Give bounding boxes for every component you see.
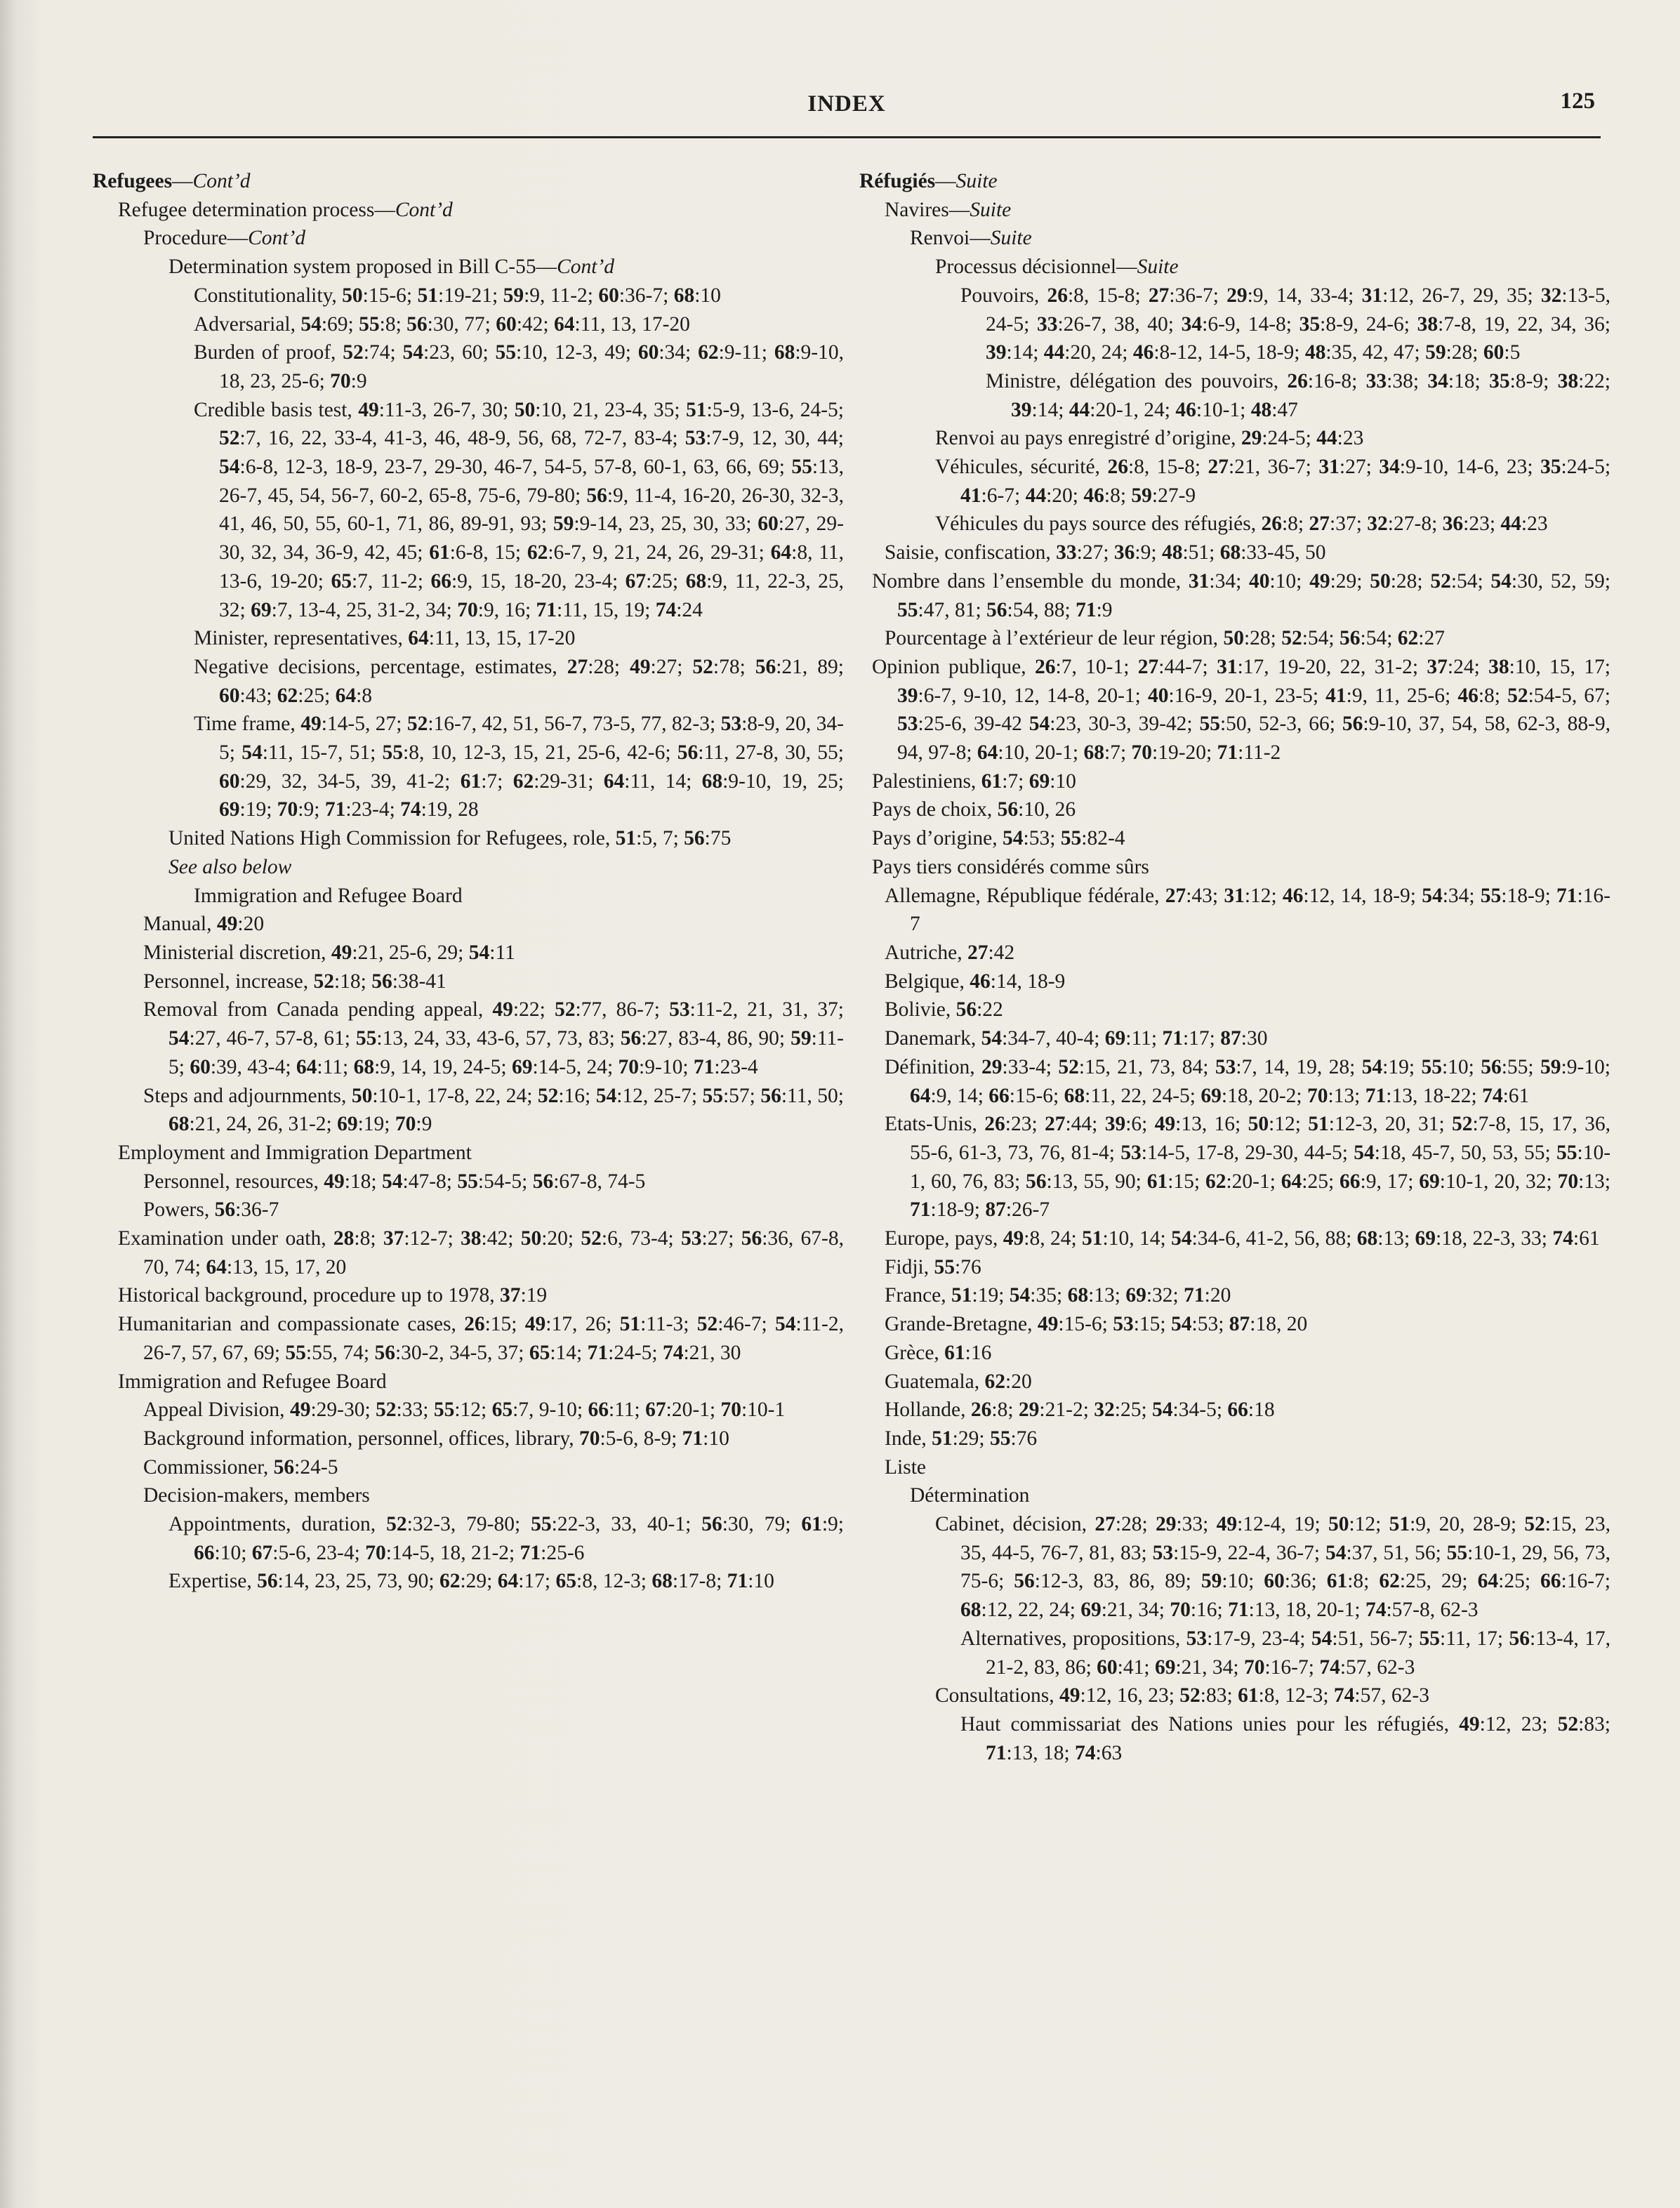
index-entry: Constitutionality, 50:15-6; 51:19-21; 59:9, 11-2; 60:36-7; 68:10	[194, 284, 721, 307]
index-entry: Determination system proposed in Bill C-55—Cont’d	[168, 256, 615, 279]
header-rule	[93, 136, 1601, 138]
index-entry: Powers, 56:36-7	[143, 1198, 279, 1222]
index-entry: Ministre, délégation des pouvoirs, 26:16-8; 33:38; 34:18; 35:8-9; 38:22; 39:14; 44:20-1, 24; 46:10-1; 48:47	[986, 369, 1610, 421]
index-entry: Consultations, 49:12, 16, 23; 52:83; 61:8, 12-3; 74:57, 62-3	[935, 1684, 1429, 1707]
index-entry: Expertise, 56:14, 23, 25, 73, 90; 62:29; 64:17; 65:8, 12-3; 68:17-8; 71:10	[168, 1570, 774, 1593]
index-entry: Procedure—Cont’d	[143, 227, 306, 250]
index-entry: Liste	[885, 1455, 926, 1479]
index-entry: Pays de choix, 56:10, 26	[872, 798, 1076, 821]
index-entry: Personnel, increase, 52:18; 56:38-41	[143, 970, 447, 993]
index-entry: Alternatives, propositions, 53:17-9, 23-4; 54:51, 56-7; 55:11, 17; 56:13-4, 17, 21-2, 83, 86; 60:41; 69:21, 34; 70:16-7; 74:57, 62-3	[960, 1627, 1610, 1679]
index-entry: Negative decisions, percentage, estimates, 27:28; 49:27; 52:78; 56:21, 89; 60:43; 62:25; 64:8	[194, 655, 844, 707]
index-entry: Haut commissariat des Nations unies pour les réfugiés, 49:12, 23; 52:83; 71:13, 18; 74:63	[960, 1712, 1610, 1764]
index-entry: Fidji, 55:76	[885, 1255, 981, 1278]
index-entry: Humanitarian and compassionate cases, 26:15; 49:17, 26; 51:11-3; 52:46-7; 54:11-2, 26-7, 57, 67, 69; 55:55, 74; 56:30-2, 34-5, 37; 65:14; 71:24-5; 74:21, 30	[118, 1313, 844, 1364]
index-entry: Allemagne, République fédérale, 27:43; 31:12; 46:12, 14, 18-9; 54:34; 55:18-9; 71:16-7	[885, 884, 1610, 936]
index-entry: United Nations High Commission for Refugees, role, 51:5, 7; 56:75	[168, 827, 732, 850]
index-entry: Renvoi—Suite	[910, 227, 1032, 250]
index-entry: Hollande, 26:8; 29:21-2; 32:25; 54:34-5; 66:18	[885, 1399, 1275, 1422]
index-entry: Immigration and Refugee Board	[118, 1370, 387, 1393]
index-entry: Pouvoirs, 26:8, 15-8; 27:36-7; 29:9, 14, 33-4; 31:12, 26-7, 29, 35; 32:13-5, 24-5; 33:26-7, 38, 40; 34:6-9, 14-8; 35:8-9, 24-6; 38:7-8, 19, 22, 34, 36; 39:14; 44:20, 24; 46:8-12, 14-5, 18-9; 48:35, 42, 47; 59:28; 60:5	[960, 284, 1611, 364]
index-column-left	[93, 167, 844, 1596]
index-column-right	[859, 167, 1610, 1767]
index-entry: Credible basis test, 49:11-3, 26-7, 30; 50:10, 21, 23-4, 35; 51:5-9, 13-6, 24-5; 52:7, 16, 22, 33-4, 41-3, 46, 48-9, 56, 68, 72-7, 83-4; 53:7-9, 12, 30, 44; 54:6-8, 12-3, 18-9, 23-7, 29-30, 46-7, 54-5, 57-8, 60-1, 63, 66, 69; 55:13, 26-7, 45, 54, 56-7, 60-2, 65-8, 75-6, 79-80; 56:9, 11-4, 16-20, 26-30, 32-3, 41, 46, 50, 55, 60-1, 71, 86, 89-91, 93; 59:9-14, 23, 25, 30, 33; 60:27, 29-30, 32, 34, 36-9, 42, 45; 61:6-8, 15; 62:6-7, 9, 21, 24, 26, 29-31; 64:8, 11, 13-6, 19-20; 65:7, 11-2; 66:9, 15, 18-20, 23-4; 67:25; 68:9, 11, 22-3, 25, 32; 69:7, 13-4, 25, 31-2, 34; 70:9, 16; 71:11, 15, 19; 74:24	[194, 398, 845, 621]
index-entry: Ministerial discretion, 49:21, 25-6, 29; 54:11	[143, 941, 515, 964]
page-header	[93, 86, 1601, 125]
index-entry: Guatemala, 62:20	[885, 1370, 1032, 1393]
index-entry: Bolivie, 56:22	[885, 998, 1003, 1022]
index-entry: Nombre dans l’ensemble du monde, 31:34; 40:10; 49:29; 50:28; 52:54; 54:30, 52, 59; 55:47, 81; 56:54, 88; 71:9	[872, 569, 1610, 621]
index-entry: Burden of proof, 52:74; 54:23, 60; 55:10, 12-3, 49; 60:34; 62:9-11; 68:9-10, 18, 23, 25-6; 70:9	[194, 341, 844, 392]
index-entry: Pourcentage à l’extérieur de leur région, 50:28; 52:54; 56:54; 62:27	[885, 627, 1445, 650]
index-entry: Immigration and Refugee Board	[194, 884, 463, 907]
index-entry: Véhicules, sécurité, 26:8, 15-8; 27:21, 36-7; 31:27; 34:9-10, 14-6, 23; 35:24-5; 41:6-7; 44:20; 46:8; 59:27-9	[935, 456, 1611, 507]
index-entry: Grèce, 61:16	[885, 1341, 992, 1364]
index-entry: Etats-Unis, 26:23; 27:44; 39:6; 49:13, 16; 50:12; 51:12-3, 20, 31; 52:7-8, 15, 17, 36, 55-6, 61-3, 73, 76, 81-4; 53:14-5, 17-8, 29-30, 44-5; 54:18, 45-7, 50, 53, 55; 55:10-1, 60, 76, 83; 56:13, 55, 90; 61:15; 62:20-1; 64:25; 66:9, 17; 69:10-1, 20, 32; 70:13; 71:18-9; 87:26-7	[885, 1113, 1611, 1222]
index-entry: Employment and Immigration Department	[118, 1141, 472, 1164]
index-entry: Danemark, 54:34-7, 40-4; 69:11; 71:17; 87:30	[885, 1027, 1268, 1050]
index-entry: Europe, pays, 49:8, 24; 51:10, 14; 54:34-6, 41-2, 56, 88; 68:13; 69:18, 22-3, 33; 74:61	[885, 1227, 1600, 1250]
index-entry: Définition, 29:33-4; 52:15, 21, 73, 84; 53:7, 14, 19, 28; 54:19; 55:10; 56:55; 59:9-10; 64:9, 14; 66:15-6; 68:11, 22, 24-5; 69:18, 20-2; 70:13; 71:13, 18-22; 74:61	[885, 1055, 1610, 1107]
index-entry: Inde, 51:29; 55:76	[885, 1427, 1038, 1450]
index-entry: Opinion publique, 26:7, 10-1; 27:44-7; 31:17, 19-20, 22, 31-2; 37:24; 38:10, 15, 17; 39:6-7, 9-10, 12, 14-8, 20-1; 40:16-9, 20-1, 23-5; 41:9, 11, 25-6; 46:8; 52:54-5, 67; 53:25-6, 39-42 54:23, 30-3, 39-42; 55:50, 52-3, 66; 56:9-10, 37, 54, 58, 62-3, 88-9, 94, 97-8; 64:10, 20-1; 68:7; 70:19-20; 71:11-2	[872, 655, 1611, 765]
index-entry: Réfugiés—Suite	[859, 170, 998, 192]
index-entry: Appointments, duration, 52:32-3, 79-80; 55:22-3, 33, 40-1; 56:30, 79; 61:9; 66:10; 67:5-6, 23-4; 70:14-5, 18, 21-2; 71:25-6	[168, 1513, 844, 1564]
index-entry: Appeal Division, 49:29-30; 52:33; 55:12; 65:7, 9-10; 66:11; 67:20-1; 70:10-1	[143, 1399, 786, 1422]
index-entry: Background information, personnel, offices, library, 70:5-6, 8-9; 71:10	[143, 1427, 729, 1450]
index-entry: Removal from Canada pending appeal, 49:22; 52:77, 86-7; 53:11-2, 21, 31, 37; 54:27, 46-7, 57-8, 61; 55:13, 24, 33, 43-6, 57, 73, 83; 56:27, 83-4, 86, 90; 59:11-5; 60:39, 43-4; 64:11; 68:9, 14, 19, 24-5; 69:14-5, 24; 70:9-10; 71:23-4	[143, 998, 845, 1078]
index-entry: Navires—Suite	[885, 198, 1012, 221]
index-entry: Adversarial, 54:69; 55:8; 56:30, 77; 60:42; 64:11, 13, 17-20	[194, 312, 690, 336]
index-entry: Autriche, 27:42	[885, 941, 1015, 964]
index-entry: Détermination	[910, 1484, 1030, 1507]
index-entry: Minister, representatives, 64:11, 13, 15, 17-20	[194, 627, 576, 650]
page-number: 125	[1560, 88, 1595, 114]
index-entry: Véhicules du pays source des réfugiés, 26:8; 27:37; 32:27-8; 36:23; 44:23	[935, 513, 1548, 536]
index-entry: Pays d’origine, 54:53; 55:82-4	[872, 827, 1125, 850]
index-entry: Grande-Bretagne, 49:15-6; 53:15; 54:53; 87:18, 20	[885, 1313, 1308, 1336]
index-entry: Commissioner, 56:24-5	[143, 1455, 338, 1479]
index-entry: See also below	[168, 855, 292, 878]
index-entry: France, 51:19; 54:35; 68:13; 69:32; 71:20	[885, 1284, 1231, 1307]
index-entry: Manual, 49:20	[143, 913, 265, 936]
running-title: INDEX	[807, 91, 886, 117]
index-entry: Personnel, resources, 49:18; 54:47-8; 55:54-5; 56:67-8, 74-5	[143, 1170, 646, 1193]
index-entry: Pays tiers considérés comme sûrs	[872, 855, 1149, 878]
index-entry: Decision-makers, members	[143, 1484, 370, 1507]
index-entry: Historical background, procedure up to 1978, 37:19	[118, 1284, 548, 1307]
index-entry: Examination under oath, 28:8; 37:12-7; 38:42; 50:20; 52:6, 73-4; 53:27; 56:36, 67-8, 70, 74; 64:13, 15, 17, 20	[118, 1227, 844, 1278]
index-entry: Cabinet, décision, 27:28; 29:33; 49:12-4, 19; 50:12; 51:9, 20, 28-9; 52:15, 23, 35, 44-5, 76-7, 81, 83; 53:15-9, 22-4, 36-7; 54:37, 51, 56; 55:10-1, 29, 56, 73, 75-6; 56:12-3, 83, 86, 89; 59:10; 60:36; 61:8; 62:25, 29; 64:25; 66:16-7; 68:12, 22, 24; 69:21, 34; 70:16; 71:13, 18, 20-1; 74:57-8, 62-3	[935, 1513, 1610, 1622]
index-entry: Belgique, 46:14, 18-9	[885, 970, 1066, 993]
index-entry: Steps and adjournments, 50:10-1, 17-8, 22, 24; 52:16; 54:12, 25-7; 55:57; 56:11, 50; 68:21, 24, 26, 31-2; 69:19; 70:9	[143, 1084, 844, 1136]
index-entry: Renvoi au pays enregistré d’origine, 29:24-5; 44:23	[935, 427, 1364, 450]
index-entry: Saisie, confiscation, 33:27; 36:9; 48:51; 68:33-45, 50	[885, 541, 1326, 564]
index-entry: Refugees—Cont’d	[93, 170, 251, 192]
index-entry: Processus décisionnel—Suite	[935, 256, 1179, 279]
index-entry: Refugee determination process—Cont’d	[118, 198, 453, 221]
index-entry: Palestiniens, 61:7; 69:10	[872, 769, 1076, 793]
index-entry: Time frame, 49:14-5, 27; 52:16-7, 42, 51, 56-7, 73-5, 77, 82-3; 53:8-9, 20, 34-5; 54:11, 15-7, 51; 55:8, 10, 12-3, 15, 21, 25-6, 42-6; 56:11, 27-8, 30, 55; 60:29, 32, 34-5, 39, 41-2; 61:7; 62:29-31; 64:11, 14; 68:9-10, 19, 25; 69:19; 70:9; 71:23-4; 74:19, 28	[194, 713, 845, 821]
